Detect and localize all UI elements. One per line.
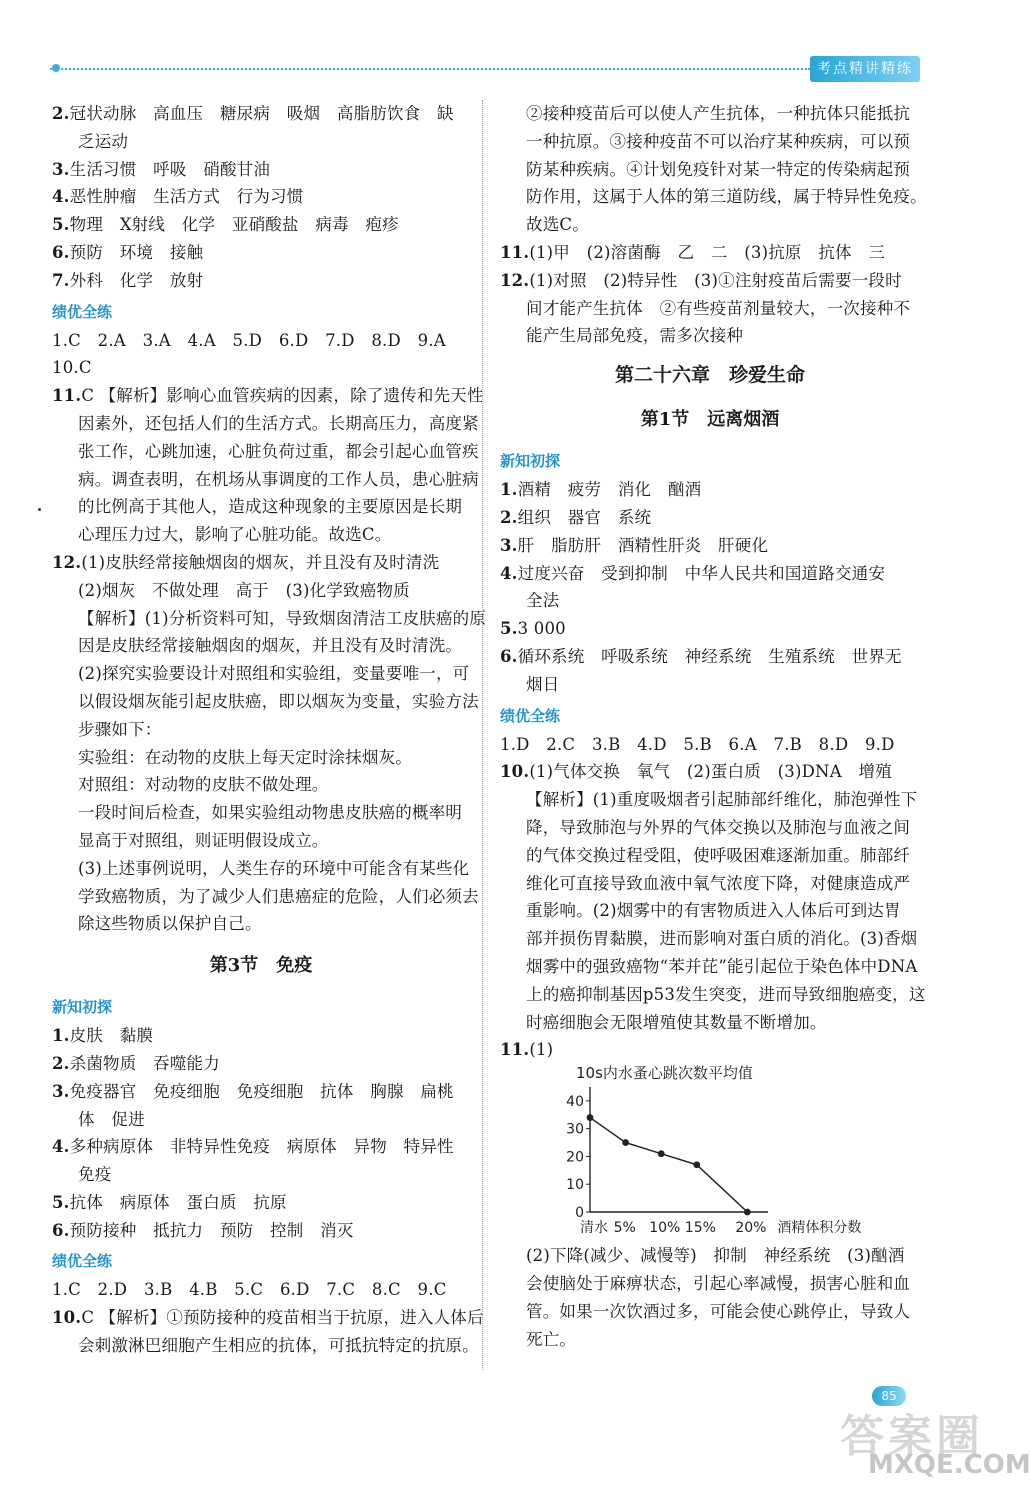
left-column xyxy=(52,100,487,1360)
item-text: 皮肤 黏膜 xyxy=(69,1026,154,1046)
answer-line: (2)探究实验要设计对照组和实验组，变量要唯一，可 xyxy=(78,664,470,684)
answer-line: 全法 xyxy=(526,591,560,611)
right-column-top xyxy=(500,100,927,1064)
item-number: 12. xyxy=(52,552,82,572)
section-title: 第3节 免疫 xyxy=(209,955,313,977)
answer-line: 10.C xyxy=(52,358,92,378)
answer-line: (2)下降(减少、减慢等) 抑制 神经系统 (3)酗酒 xyxy=(526,1246,905,1266)
item-text: 过度兴奋 受到抑制 中华人民共和国道路交通安 xyxy=(517,563,886,583)
item-text: (1)皮肤经常接触烟囱的烟灰，并且没有及时清洗 xyxy=(81,552,440,572)
answer-line xyxy=(52,1133,470,1161)
answer-line xyxy=(500,476,920,504)
answer-line: 步骤如下： xyxy=(78,719,162,739)
answer-line: 间才能产生抗体 ②有些疫苗剂量较大，一次接种不 xyxy=(526,298,911,318)
answer-line: 维化可直接导致血液中氧气浓度下降，对健康造成严 xyxy=(526,873,911,893)
item-number: 5. xyxy=(52,1192,70,1212)
y-tick-label: 40 xyxy=(566,1093,584,1110)
answer-line: 能产生局部免疫，需多次接种 xyxy=(526,326,744,346)
item-text: 外科 化学 放射 xyxy=(69,270,204,290)
item-text: (1)气体交换 氧气 (2)蛋白质 (3)DNA 增殖 xyxy=(529,762,892,782)
x-tick-label: 10% xyxy=(649,1220,681,1237)
item-text: 免疫器官 免疫细胞 免疫细胞 抗体 胸腺 扁桃 xyxy=(69,1081,454,1101)
answer-line: ②接种疫苗后可以使人产生抗体，一种抗体只能抵抗 xyxy=(526,104,911,123)
answer-line xyxy=(52,549,470,577)
answer-line xyxy=(500,1036,920,1064)
answer-line: (3)上述事例说明，人类生存的环境中可能含有某些化 xyxy=(78,858,470,878)
answer-line: 会刺激淋巴细胞产生相应的抗体，可抵抗特定的抗原。 xyxy=(78,1336,479,1356)
item-number: 2. xyxy=(500,507,518,527)
answer-line: 张工作，心跳加速，心脏负荷过重，都会引起心血管疾 xyxy=(78,441,479,461)
item-number: 4. xyxy=(52,187,70,207)
column-divider xyxy=(482,100,483,1370)
answer-line xyxy=(52,1050,470,1078)
item-text: 恶性肿瘤 生活方式 行为习惯 xyxy=(69,187,304,207)
answer-line: 病。调查表明，在机场从事调度的工作人员，患心脏病 xyxy=(78,469,479,489)
answer-line: 1.C 2.D 3.B 4.B 5.C 6.D 7.C 8.C 9.C xyxy=(52,1280,447,1300)
item-number: 4. xyxy=(500,563,518,583)
answer-line: 一种抗原。③接种疫苗不可以治疗某种疾病，可以预 xyxy=(526,131,911,151)
chapter-title: 第二十六章 珍爱生命 xyxy=(614,364,805,387)
answer-line xyxy=(52,1078,470,1106)
answer-line: 重影响。(2)烟雾中的有害物质进入人体后可到达胃 xyxy=(526,901,901,921)
y-tick-label: 0 xyxy=(575,1205,584,1222)
item-number: 11. xyxy=(500,1040,530,1060)
item-number: 7. xyxy=(52,270,70,290)
answer-line: 显高于对照组，则证明假设成立。 xyxy=(78,830,329,850)
item-text: 生活习惯 呼吸 硝酸甘油 xyxy=(69,159,271,179)
item-number: 10. xyxy=(52,1308,82,1328)
item-number: 2. xyxy=(52,1053,70,1073)
item-number: 5. xyxy=(52,215,70,235)
answer-line: 【解析】(1)分析资料可知，导致烟囱清洁工皮肤癌的原 xyxy=(78,608,487,628)
heartbeat-chart xyxy=(500,1062,920,1242)
answer-line: 的比例高于其他人，造成这种现象的主要原因是长期 xyxy=(78,497,463,517)
answer-line: 降，导致肺泡与外界的气体交换以及肺泡与血液之间 xyxy=(526,817,911,837)
answer-line: 防作用，这属于人体的第三道防线，属于特异性免疫。 xyxy=(526,187,927,207)
item-text: 杀菌物质 吞噬能力 xyxy=(69,1053,220,1073)
answer-line: 烟日 xyxy=(526,674,560,694)
item-number: 10. xyxy=(500,762,530,782)
y-tick-label: 20 xyxy=(566,1149,584,1166)
answer-line xyxy=(52,239,470,267)
stray-dot xyxy=(38,508,41,511)
answer-line xyxy=(52,156,470,184)
x-tick-label: 20% xyxy=(735,1220,767,1237)
data-point xyxy=(658,1150,665,1157)
answer-line: 学致癌物质，为了减少人们患癌症的危险，人们必须去 xyxy=(78,886,479,906)
answer-line: 实验组：在动物的皮肤上每天定时涂抹烟灰。 xyxy=(78,747,412,767)
item-number: 4. xyxy=(52,1137,70,1157)
section-heading: 绩优全练 xyxy=(500,706,561,725)
answer-line: 故选C。 xyxy=(526,215,589,235)
watermark-url: MXQE.COM xyxy=(868,1450,1031,1480)
answer-line: 的气体交换过程受阻，使呼吸困难逐渐加重。肺部纤 xyxy=(526,845,911,865)
answer-line: 上的癌抑制基因p53发生突变，进而导致细胞癌变，这 xyxy=(526,984,926,1004)
chart-svg xyxy=(500,1062,920,1242)
answer-line: 除这些物质以保护自己。 xyxy=(78,914,262,934)
item-text: C 【解析】①预防接种的疫苗相当于抗原，进入人体后 xyxy=(81,1308,484,1328)
x-axis-label: 酒精体积分数 xyxy=(777,1220,862,1237)
item-text: C 【解析】影响心血管疾病的因素，除了遗传和先天性 xyxy=(81,386,484,406)
answer-line xyxy=(52,1189,470,1217)
answer-line xyxy=(52,183,470,211)
answer-line: 1.D 2.C 3.B 4.D 5.B 6.A 7.B 8.D 9.D xyxy=(500,734,895,754)
item-number: 5. xyxy=(500,619,518,639)
answer-line xyxy=(500,267,920,295)
section-title: 第1节 远离烟酒 xyxy=(640,409,780,431)
item-text: 组织 器官 系统 xyxy=(517,507,652,527)
item-number: 2. xyxy=(52,104,70,123)
item-number: 3. xyxy=(52,159,70,179)
answer-line: 因是皮肤经常接触烟囱的烟灰，并且没有及时清洗。 xyxy=(78,636,463,656)
answer-line: 体 促进 xyxy=(78,1109,145,1129)
answer-line xyxy=(52,1022,470,1050)
series-line xyxy=(590,1118,747,1212)
answer-line xyxy=(500,615,920,643)
item-text: 循环系统 呼吸系统 神经系统 生殖系统 世界无 xyxy=(517,646,902,666)
answer-line: 时癌细胞会无限增殖使其数量不断增加。 xyxy=(526,1012,827,1032)
answer-line xyxy=(500,560,920,588)
data-point xyxy=(587,1114,594,1121)
answer-line: 【解析】(1)重度吸烟者引起肺部纤维化，肺泡弹性下 xyxy=(526,790,918,810)
item-text: 酒精 疲劳 消化 酗酒 xyxy=(517,480,702,500)
answer-line: 乏运动 xyxy=(78,131,129,151)
item-text: 多种病原体 非特异性免疫 病原体 异物 特异性 xyxy=(69,1137,454,1157)
page-number: 85 xyxy=(872,1386,906,1406)
item-text: 预防 环境 接触 xyxy=(69,242,204,262)
item-number: 1. xyxy=(52,1026,70,1046)
header-badge: 考点精讲精练 xyxy=(810,56,920,82)
item-number: 3. xyxy=(500,535,518,555)
answer-line: 1.C 2.A 3.A 4.A 5.D 6.D 7.D 8.D 9.A xyxy=(52,330,446,350)
item-text: 抗体 病原体 蛋白质 抗原 xyxy=(69,1192,287,1212)
item-number: 6. xyxy=(52,242,70,262)
answer-line: (2)烟灰 不做处理 高于 (3)化学致癌物质 xyxy=(78,580,410,600)
item-text: 物理 X射线 化学 亚硝酸盐 病毒 疱疹 xyxy=(69,215,399,235)
answer-line xyxy=(52,267,470,295)
answer-line xyxy=(52,211,470,239)
y-tick-label: 30 xyxy=(566,1121,584,1138)
item-number: 3. xyxy=(52,1081,70,1101)
data-point xyxy=(622,1139,629,1146)
section-heading: 新知初探 xyxy=(52,998,113,1017)
answer-line xyxy=(52,100,470,128)
section-heading: 新知初探 xyxy=(500,452,561,471)
item-text: (1)甲 (2)溶菌酶 乙 二 (3)抗原 抗体 三 xyxy=(529,242,886,262)
item-text: (1)对照 (2)特异性 (3)①注射疫苗后需要一段时 xyxy=(529,270,902,290)
section-heading: 绩优全练 xyxy=(52,302,113,321)
answer-line: 防某种疾病。④计划免疫针对某一特定的传染病起预 xyxy=(526,159,911,179)
answer-line: 部并损伤胃黏膜，进而影响对蛋白质的消化。(3)香烟 xyxy=(526,929,918,949)
data-point xyxy=(693,1161,700,1168)
answer-line xyxy=(500,643,920,671)
answer-line xyxy=(500,504,920,532)
x-tick-label: 15% xyxy=(684,1220,716,1237)
header-rule xyxy=(50,68,810,70)
item-number: 11. xyxy=(500,242,530,262)
watermark-logo: 答案圈 xyxy=(840,1411,984,1462)
x-tick-label: 清水 xyxy=(580,1220,608,1237)
item-text: 肝 脂肪肝 酒精性肝炎 肝硬化 xyxy=(517,535,769,555)
item-text: 3 000 xyxy=(517,619,566,639)
answer-line xyxy=(52,382,484,410)
answer-line: 管。如果一次饮酒过多，可能会使心跳停止，导致人 xyxy=(526,1301,911,1321)
item-number: 11. xyxy=(52,386,82,406)
answer-line xyxy=(52,1217,470,1245)
y-tick-label: 10 xyxy=(566,1177,584,1194)
answer-line xyxy=(52,1304,484,1332)
section-heading: 绩优全练 xyxy=(52,1252,113,1271)
right-column-bottom xyxy=(500,1242,920,1353)
answer-line: 以假设烟灰能引起皮肤癌，即以烟灰为变量，实验方法 xyxy=(78,691,479,711)
right-column xyxy=(500,100,927,1353)
answer-line: 死亡。 xyxy=(526,1329,577,1349)
answer-line: 心理压力过大，影响了心脏功能。故选C。 xyxy=(78,525,392,545)
item-number: 12. xyxy=(500,270,530,290)
answer-line xyxy=(500,239,920,267)
item-number: 6. xyxy=(500,646,518,666)
answer-line: 会使脑处于麻痹状态，引起心率减慢，损害心脏和血 xyxy=(526,1273,911,1293)
item-text: (1) xyxy=(529,1040,554,1060)
answer-line: 一段时间后检查，如果实验组动物患皮肤癌的概率明 xyxy=(78,803,463,823)
chart-title: 10s内水蚤心跳次数平均值 xyxy=(576,1064,753,1083)
answer-line: 对照组：对动物的皮肤不做处理。 xyxy=(78,775,329,795)
item-number: 6. xyxy=(52,1220,70,1240)
answer-line: 烟雾中的强致癌物“苯并芘”能引起位于染色体中DNA xyxy=(526,956,918,976)
item-text: 冠状动脉 高血压 糖尿病 吸烟 高脂肪饮食 缺 xyxy=(69,104,454,123)
answer-line xyxy=(500,532,920,560)
answer-line: 免疫 xyxy=(78,1165,112,1185)
data-point xyxy=(744,1209,751,1216)
answer-line: 因素外，还包括人们的生活方式。长期高压力，高度紧 xyxy=(78,413,479,433)
item-number: 1. xyxy=(500,480,518,500)
x-tick-label: 5% xyxy=(613,1220,636,1237)
answer-line xyxy=(500,758,920,786)
item-text: 预防接种 抵抗力 预防 控制 消灭 xyxy=(69,1220,354,1240)
